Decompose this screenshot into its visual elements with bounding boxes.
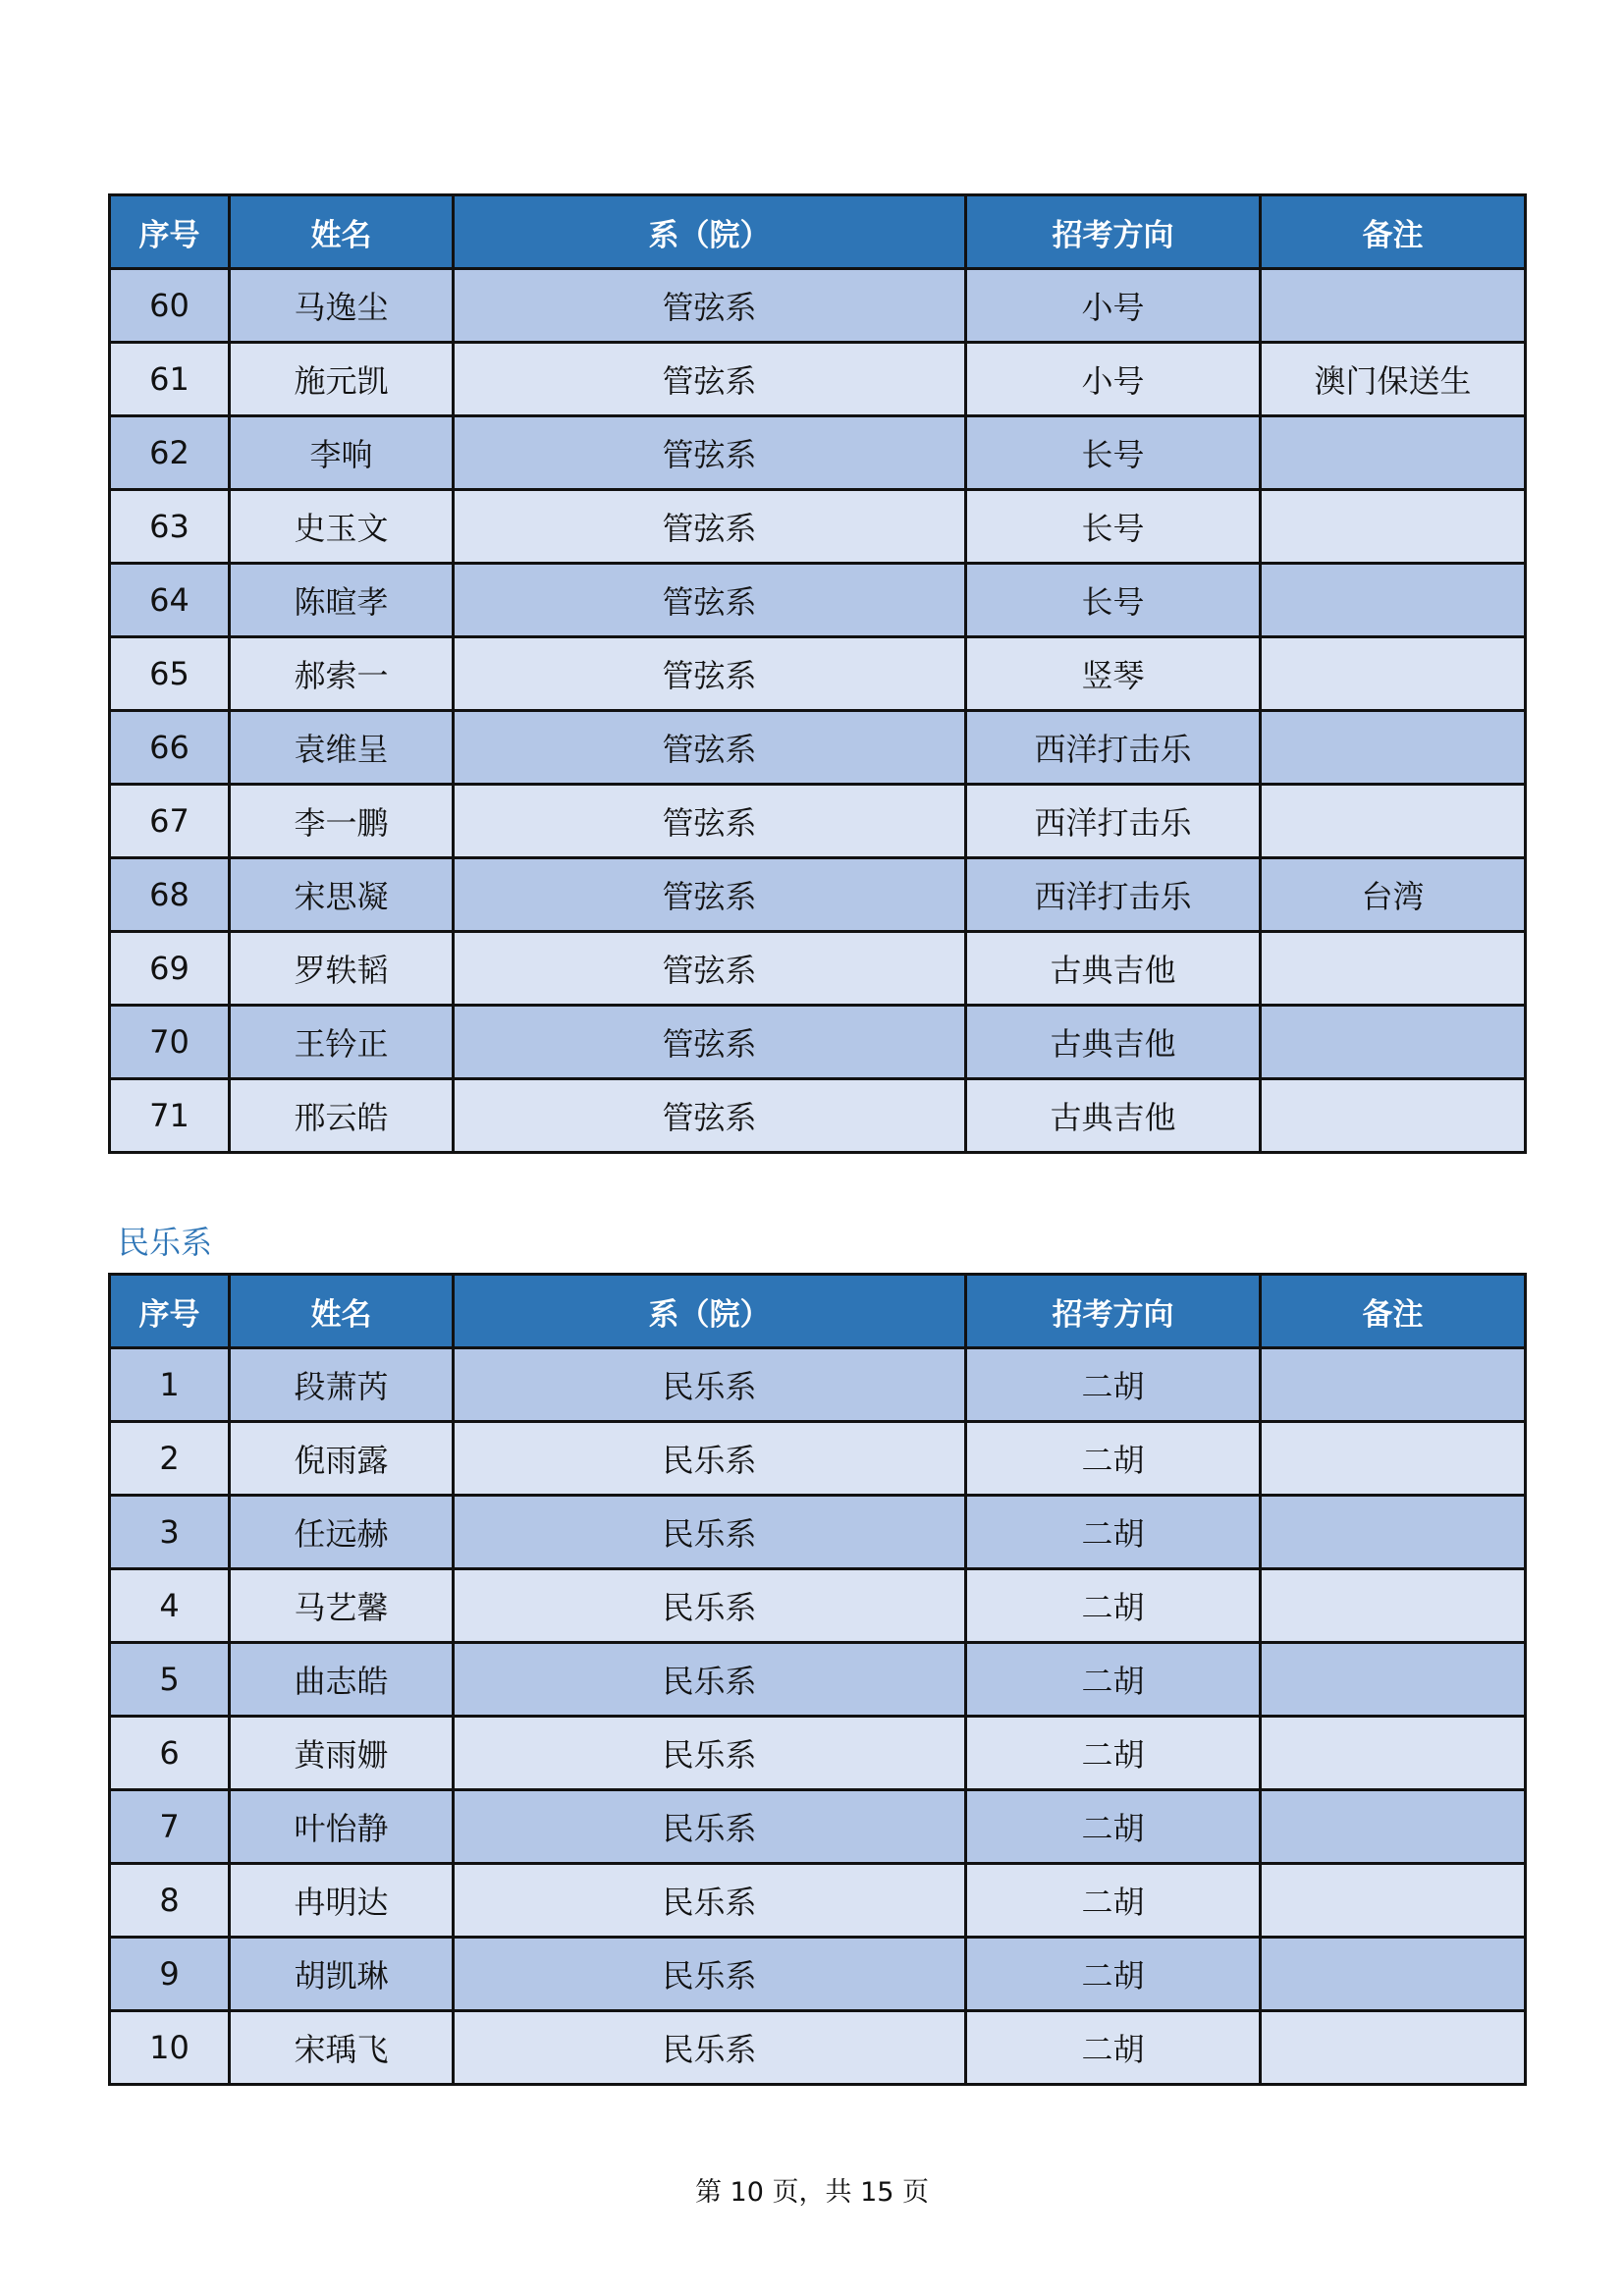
cell-remark [1261, 932, 1526, 1006]
cell-name: 李响 [230, 416, 454, 490]
section-title-minyue: 民乐系 [118, 1224, 213, 1261]
header-direction: 招考方向 [966, 195, 1261, 269]
cell-no: 70 [110, 1006, 230, 1079]
cell-name: 邢云皓 [230, 1079, 454, 1153]
cell-direction: 西洋打击乐 [966, 785, 1261, 858]
cell-direction: 小号 [966, 269, 1261, 343]
cell-remark [1261, 1348, 1526, 1422]
cell-department: 民乐系 [454, 1422, 966, 1496]
table-row [110, 711, 1526, 785]
cell-department: 民乐系 [454, 1569, 966, 1643]
cell-direction: 二胡 [966, 1938, 1261, 2011]
table-row [110, 1348, 1526, 1422]
table-row [110, 2011, 1526, 2085]
cell-no: 2 [110, 1422, 230, 1496]
cell-department: 民乐系 [454, 1643, 966, 1717]
cell-department: 管弦系 [454, 564, 966, 637]
cell-department: 管弦系 [454, 785, 966, 858]
cell-no: 8 [110, 1864, 230, 1938]
cell-direction: 二胡 [966, 1864, 1261, 1938]
cell-remark [1261, 416, 1526, 490]
cell-department: 管弦系 [454, 343, 966, 416]
cell-direction: 二胡 [966, 1717, 1261, 1790]
cell-remark [1261, 269, 1526, 343]
cell-no: 60 [110, 269, 230, 343]
table-row [110, 932, 1526, 1006]
table-row [110, 1079, 1526, 1153]
header-remark: 备注 [1261, 1275, 1526, 1348]
cell-remark [1261, 1938, 1526, 2011]
cell-remark [1261, 1643, 1526, 1717]
cell-no: 66 [110, 711, 230, 785]
cell-name: 倪雨露 [230, 1422, 454, 1496]
cell-name: 马逸尘 [230, 269, 454, 343]
cell-no: 65 [110, 637, 230, 711]
cell-department: 民乐系 [454, 1790, 966, 1864]
cell-department: 民乐系 [454, 1348, 966, 1422]
header-department: 系（院） [454, 1275, 966, 1348]
cell-direction: 二胡 [966, 1496, 1261, 1569]
cell-department: 民乐系 [454, 1938, 966, 2011]
cell-direction: 古典吉他 [966, 1079, 1261, 1153]
cell-name: 宋瑀飞 [230, 2011, 454, 2085]
table-row [110, 637, 1526, 711]
header-name: 姓名 [230, 1275, 454, 1348]
cell-department: 民乐系 [454, 2011, 966, 2085]
header-no: 序号 [110, 1275, 230, 1348]
table-row [110, 1496, 1526, 1569]
cell-department: 管弦系 [454, 711, 966, 785]
table-row [110, 1938, 1526, 2011]
cell-remark [1261, 785, 1526, 858]
table-header [110, 195, 1526, 269]
cell-remark [1261, 1864, 1526, 1938]
cell-remark [1261, 1079, 1526, 1153]
header-direction: 招考方向 [966, 1275, 1261, 1348]
table-row [110, 1864, 1526, 1938]
cell-no: 68 [110, 858, 230, 932]
header-row [110, 195, 1526, 269]
table-row [110, 343, 1526, 416]
cell-direction: 古典吉他 [966, 1006, 1261, 1079]
cell-no: 62 [110, 416, 230, 490]
cell-no: 9 [110, 1938, 230, 2011]
cell-direction: 二胡 [966, 1790, 1261, 1864]
cell-direction: 二胡 [966, 1422, 1261, 1496]
table-row [110, 564, 1526, 637]
cell-remark [1261, 1496, 1526, 1569]
table-row [110, 269, 1526, 343]
table-header [110, 1275, 1526, 1348]
cell-direction: 长号 [966, 416, 1261, 490]
header-name: 姓名 [230, 195, 454, 269]
cell-department: 民乐系 [454, 1717, 966, 1790]
table-row [110, 785, 1526, 858]
table-row [110, 858, 1526, 932]
header-no: 序号 [110, 195, 230, 269]
cell-name: 冉明达 [230, 1864, 454, 1938]
cell-department: 民乐系 [454, 1864, 966, 1938]
roster-table-guanxian [108, 193, 1527, 1154]
cell-remark: 澳门保送生 [1261, 343, 1526, 416]
header-department: 系（院） [454, 195, 966, 269]
cell-department: 管弦系 [454, 858, 966, 932]
cell-direction: 西洋打击乐 [966, 858, 1261, 932]
cell-no: 1 [110, 1348, 230, 1422]
cell-direction: 长号 [966, 564, 1261, 637]
cell-direction: 二胡 [966, 1348, 1261, 1422]
table-row [110, 1006, 1526, 1079]
table-row [110, 1790, 1526, 1864]
cell-name: 段萧芮 [230, 1348, 454, 1422]
roster-table-minyue [108, 1273, 1527, 2086]
cell-department: 管弦系 [454, 1079, 966, 1153]
cell-remark [1261, 490, 1526, 564]
cell-no: 61 [110, 343, 230, 416]
page-footer: 第 10 页，共 15 页 [694, 2177, 930, 2208]
cell-department: 管弦系 [454, 1006, 966, 1079]
cell-direction: 竖琴 [966, 637, 1261, 711]
cell-remark [1261, 637, 1526, 711]
cell-name: 施元凯 [230, 343, 454, 416]
cell-no: 4 [110, 1569, 230, 1643]
cell-direction: 长号 [966, 490, 1261, 564]
cell-no: 7 [110, 1790, 230, 1864]
cell-direction: 二胡 [966, 1643, 1261, 1717]
cell-name: 黄雨姗 [230, 1717, 454, 1790]
cell-name: 陈暄孝 [230, 564, 454, 637]
cell-name: 叶怡静 [230, 1790, 454, 1864]
cell-remark [1261, 1717, 1526, 1790]
cell-remark [1261, 711, 1526, 785]
table-body [110, 1348, 1526, 2085]
table-body [110, 269, 1526, 1153]
cell-department: 管弦系 [454, 932, 966, 1006]
cell-direction: 小号 [966, 343, 1261, 416]
cell-no: 69 [110, 932, 230, 1006]
cell-name: 马艺馨 [230, 1569, 454, 1643]
cell-no: 71 [110, 1079, 230, 1153]
cell-remark [1261, 1790, 1526, 1864]
table-row [110, 1717, 1526, 1790]
table-row [110, 1569, 1526, 1643]
cell-name: 王钤正 [230, 1006, 454, 1079]
cell-no: 67 [110, 785, 230, 858]
cell-name: 宋思凝 [230, 858, 454, 932]
cell-no: 3 [110, 1496, 230, 1569]
cell-department: 民乐系 [454, 1496, 966, 1569]
cell-name: 任远赫 [230, 1496, 454, 1569]
table-row [110, 1422, 1526, 1496]
cell-department: 管弦系 [454, 269, 966, 343]
cell-department: 管弦系 [454, 490, 966, 564]
header-row [110, 1275, 1526, 1348]
cell-name: 史玉文 [230, 490, 454, 564]
cell-no: 5 [110, 1643, 230, 1717]
cell-no: 64 [110, 564, 230, 637]
table-row [110, 490, 1526, 564]
cell-name: 李一鹏 [230, 785, 454, 858]
cell-direction: 二胡 [966, 2011, 1261, 2085]
cell-name: 曲志皓 [230, 1643, 454, 1717]
cell-direction: 西洋打击乐 [966, 711, 1261, 785]
cell-direction: 二胡 [966, 1569, 1261, 1643]
cell-remark [1261, 1422, 1526, 1496]
cell-name: 胡凯琳 [230, 1938, 454, 2011]
header-remark: 备注 [1261, 195, 1526, 269]
cell-name: 郝索一 [230, 637, 454, 711]
cell-no: 10 [110, 2011, 230, 2085]
cell-department: 管弦系 [454, 416, 966, 490]
table-row [110, 1643, 1526, 1717]
cell-no: 63 [110, 490, 230, 564]
cell-direction: 古典吉他 [966, 932, 1261, 1006]
cell-remark [1261, 564, 1526, 637]
cell-name: 罗轶韬 [230, 932, 454, 1006]
cell-remark [1261, 1569, 1526, 1643]
cell-name: 袁维呈 [230, 711, 454, 785]
cell-remark [1261, 2011, 1526, 2085]
table-row [110, 416, 1526, 490]
cell-no: 6 [110, 1717, 230, 1790]
cell-remark [1261, 1006, 1526, 1079]
cell-remark: 台湾 [1261, 858, 1526, 932]
cell-department: 管弦系 [454, 637, 966, 711]
